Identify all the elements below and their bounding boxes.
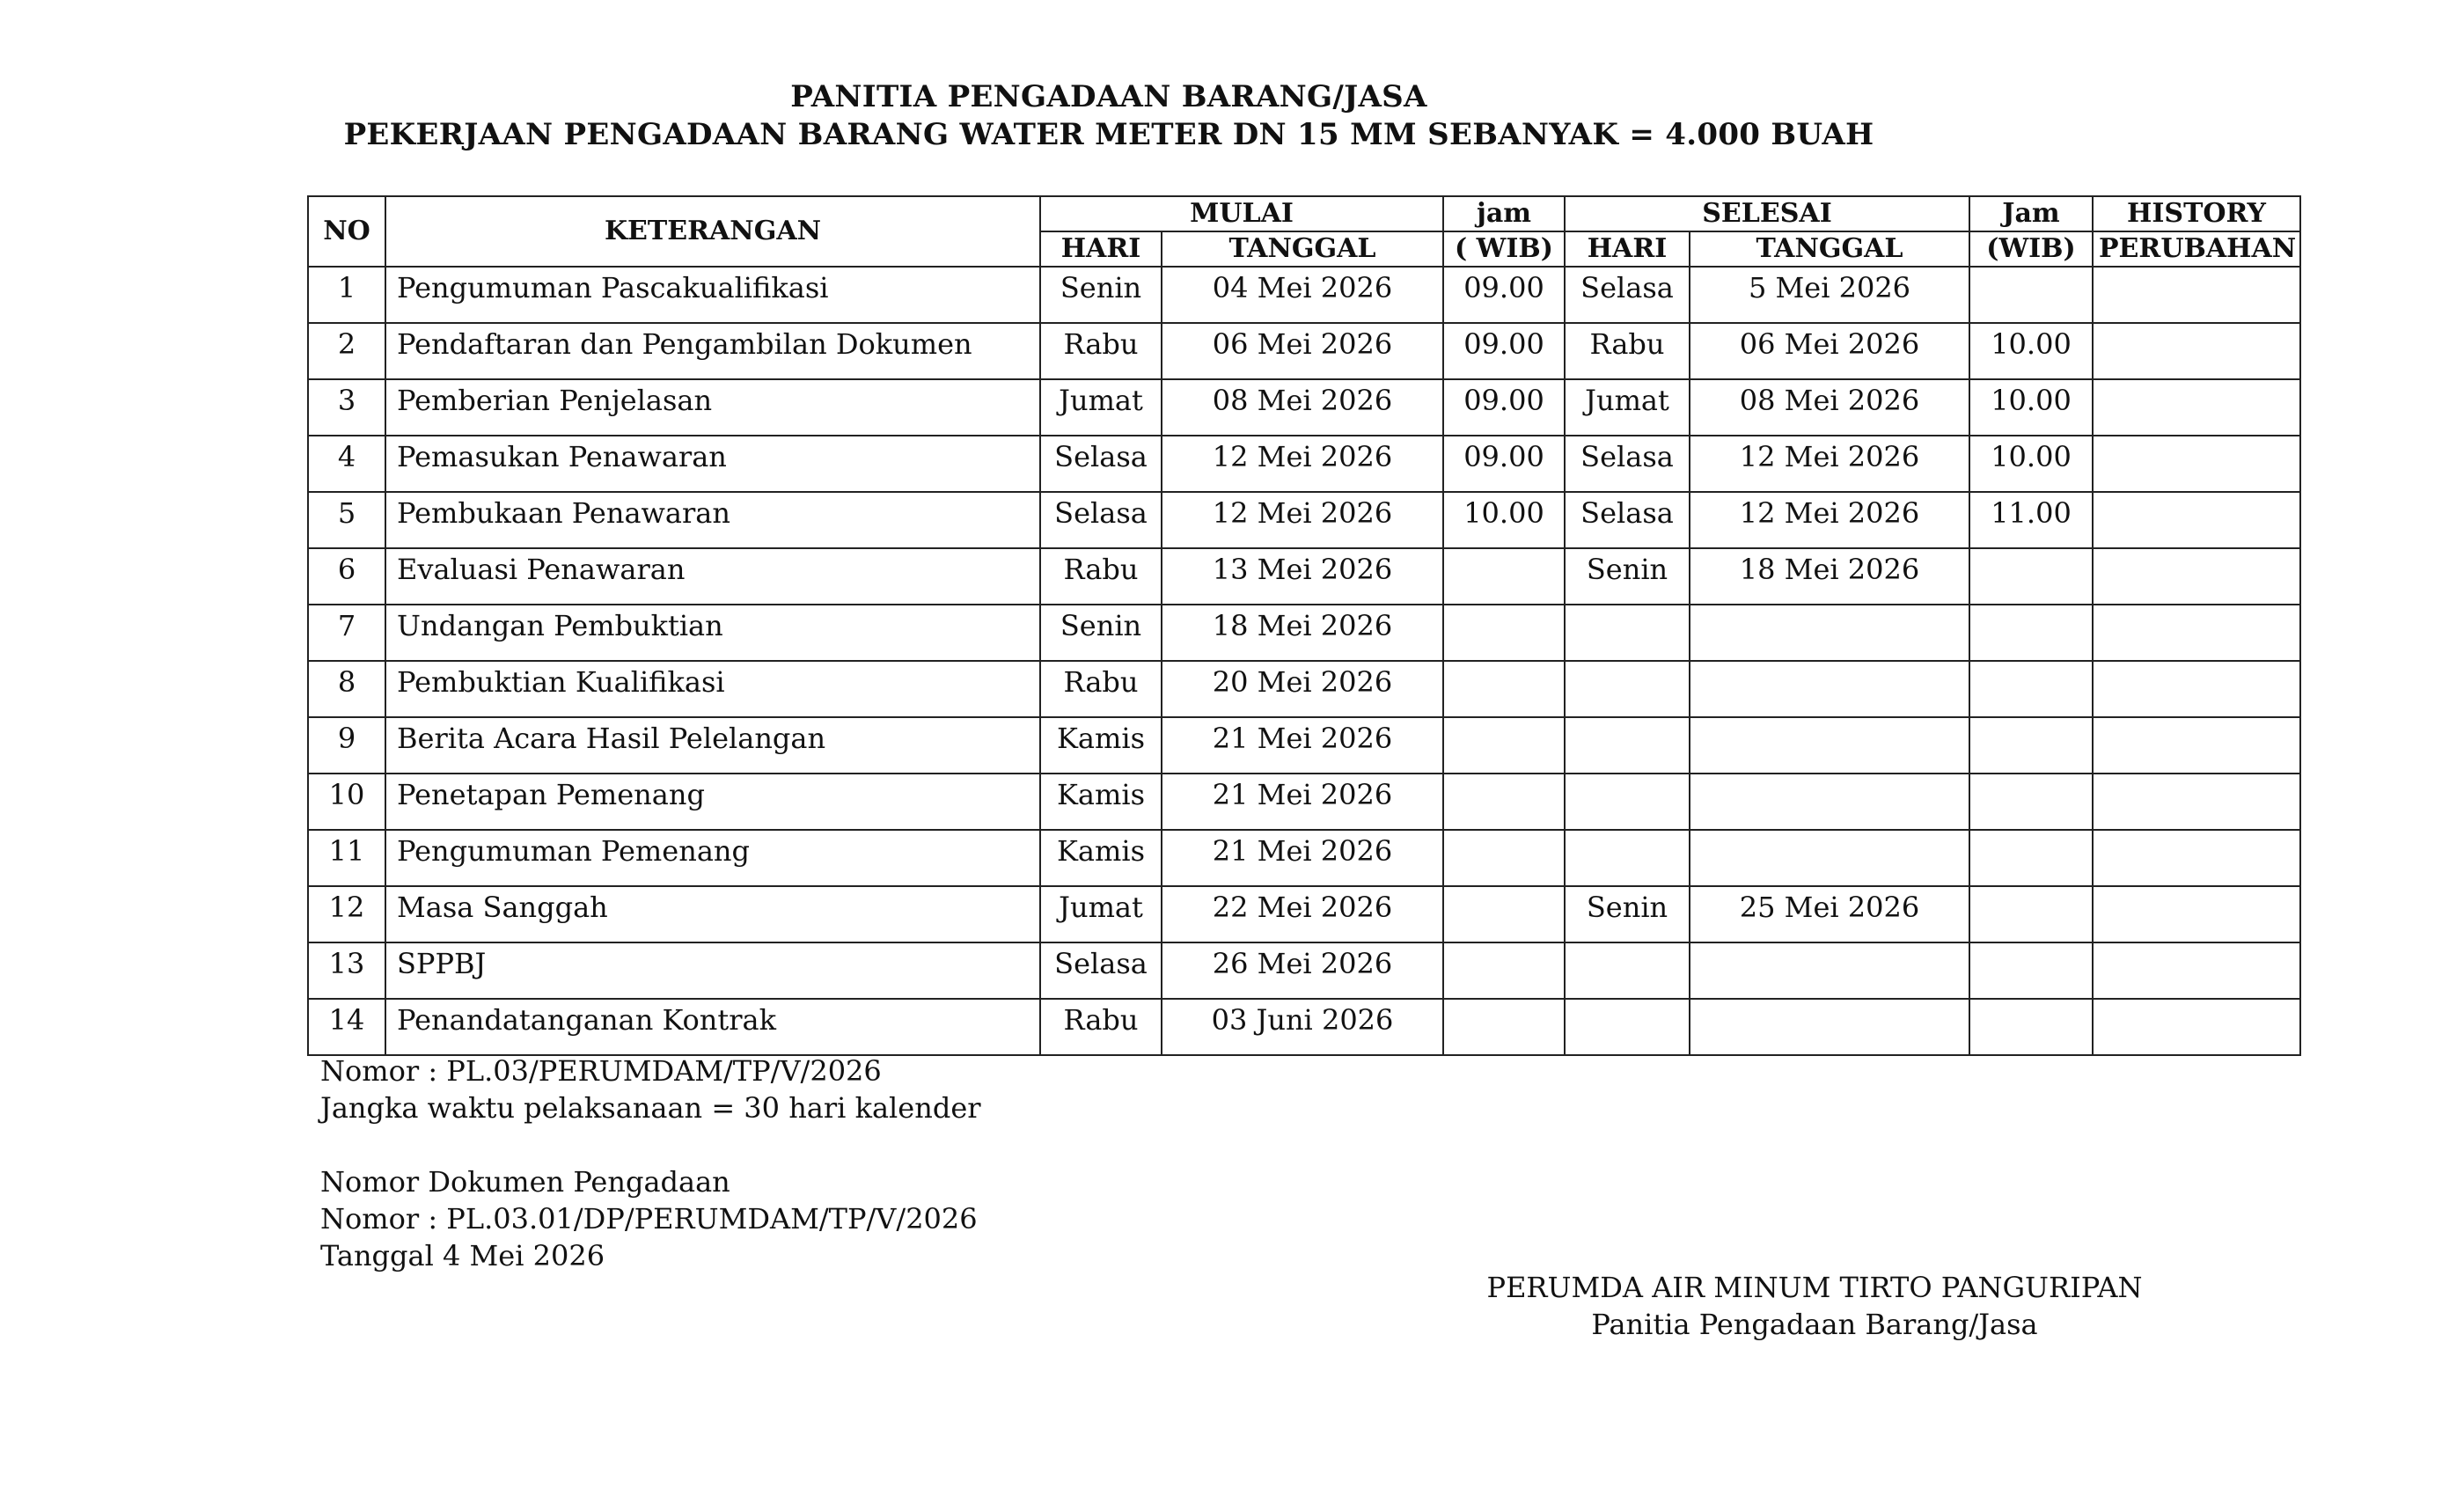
table-row — [308, 661, 2300, 717]
cell-keterangan: Penetapan Pemenang — [385, 774, 1040, 830]
cell-hari: Rabu — [1040, 548, 1162, 605]
table-row — [308, 436, 2300, 492]
cell-no: 9 — [308, 717, 385, 774]
table-row — [308, 267, 2300, 323]
cell-hari: Selasa — [1040, 492, 1162, 548]
cell-tanggal2: 18 Mei 2026 — [1690, 548, 1969, 605]
table-row — [308, 942, 2300, 999]
cell-history — [2093, 548, 2300, 605]
cell-keterangan: Berita Acara Hasil Pelelangan — [385, 717, 1040, 774]
header-jam-top: jam — [1443, 196, 1565, 231]
header-hari: HARI — [1040, 231, 1162, 267]
cell-tanggal2 — [1690, 661, 1969, 717]
cell-no: 12 — [308, 886, 385, 942]
cell-history — [2093, 886, 2300, 942]
cell-history — [2093, 492, 2300, 548]
cell-jam — [1443, 548, 1565, 605]
cell-history — [2093, 605, 2300, 661]
cell-hari: Rabu — [1040, 999, 1162, 1055]
header-jam-bottom: ( WIB) — [1443, 231, 1565, 267]
cell-no: 8 — [308, 661, 385, 717]
document-title: PANITIA PENGADAAN BARANG/JASA — [790, 79, 1427, 114]
cell-history — [2093, 999, 2300, 1055]
cell-tanggal2 — [1690, 774, 1969, 830]
cell-jam: 09.00 — [1443, 267, 1565, 323]
cell-tanggal2 — [1690, 605, 1969, 661]
cell-no: 2 — [308, 323, 385, 379]
header-selesai: SELESAI — [1565, 196, 1969, 231]
cell-tanggal2: 08 Mei 2026 — [1690, 379, 1969, 436]
cell-no: 5 — [308, 492, 385, 548]
cell-hari: Senin — [1040, 605, 1162, 661]
header-no: NO — [308, 196, 385, 267]
header-tanggal: TANGGAL — [1162, 231, 1443, 267]
cell-hari: Kamis — [1040, 717, 1162, 774]
dokumen-title-line: Nomor Dokumen Pengadaan — [320, 1165, 730, 1199]
cell-jam2 — [1969, 267, 2093, 323]
cell-history — [2093, 436, 2300, 492]
cell-jam2 — [1969, 830, 2093, 886]
table-row — [308, 492, 2300, 548]
cell-no: 11 — [308, 830, 385, 886]
cell-jam2 — [1969, 886, 2093, 942]
cell-hari2 — [1565, 830, 1690, 886]
dokumen-nomor-line: Nomor : PL.03.01/DP/PERUMDAM/TP/V/2026 — [320, 1202, 978, 1236]
cell-jam: 09.00 — [1443, 323, 1565, 379]
cell-jam2 — [1969, 605, 2093, 661]
cell-jam2 — [1969, 774, 2093, 830]
header-keterangan: KETERANGAN — [385, 196, 1040, 267]
cell-keterangan: Undangan Pembuktian — [385, 605, 1040, 661]
cell-tanggal2: 06 Mei 2026 — [1690, 323, 1969, 379]
table-row — [308, 999, 2300, 1055]
cell-tanggal: 08 Mei 2026 — [1162, 379, 1443, 436]
cell-no: 3 — [308, 379, 385, 436]
document-subtitle: PEKERJAAN PENGADAAN BARANG WATER METER DN 15 MM SEBANYAK = 4.000 BUAH — [343, 117, 1874, 152]
cell-tanggal: 06 Mei 2026 — [1162, 323, 1443, 379]
cell-keterangan: Masa Sanggah — [385, 886, 1040, 942]
table-row — [308, 548, 2300, 605]
cell-jam: 09.00 — [1443, 379, 1565, 436]
cell-no: 7 — [308, 605, 385, 661]
cell-jam: 10.00 — [1443, 492, 1565, 548]
cell-hari2 — [1565, 661, 1690, 717]
cell-jam2: 11.00 — [1969, 492, 2093, 548]
cell-tanggal: 18 Mei 2026 — [1162, 605, 1443, 661]
cell-no: 4 — [308, 436, 385, 492]
cell-keterangan: Pengumuman Pascakualifikasi — [385, 267, 1040, 323]
cell-keterangan: Pemasukan Penawaran — [385, 436, 1040, 492]
table-row — [308, 830, 2300, 886]
cell-tanggal2: 5 Mei 2026 — [1690, 267, 1969, 323]
cell-hari: Selasa — [1040, 436, 1162, 492]
signature-block — [1419, 1269, 2211, 1343]
header-history-top: HISTORY — [2093, 196, 2300, 231]
header-jam2-bottom: (WIB) — [1969, 231, 2093, 267]
document-reference — [320, 1163, 978, 1274]
cell-jam — [1443, 942, 1565, 999]
cell-jam — [1443, 774, 1565, 830]
cell-tanggal: 21 Mei 2026 — [1162, 774, 1443, 830]
cell-tanggal2 — [1690, 717, 1969, 774]
table-row — [308, 774, 2300, 830]
cell-hari: Senin — [1040, 267, 1162, 323]
cell-history — [2093, 323, 2300, 379]
cell-jam — [1443, 661, 1565, 717]
cell-keterangan: SPPBJ — [385, 942, 1040, 999]
organization-name: PERUMDA AIR MINUM TIRTO PANGURIPAN — [1486, 1271, 2143, 1304]
table-row — [308, 605, 2300, 661]
cell-hari2 — [1565, 942, 1690, 999]
cell-tanggal: 13 Mei 2026 — [1162, 548, 1443, 605]
cell-jam2 — [1969, 942, 2093, 999]
cell-jam — [1443, 999, 1565, 1055]
cell-hari2 — [1565, 605, 1690, 661]
cell-hari2 — [1565, 774, 1690, 830]
cell-jam2 — [1969, 717, 2093, 774]
cell-jam: 09.00 — [1443, 436, 1565, 492]
header-mulai: MULAI — [1040, 196, 1443, 231]
cell-hari2: Senin — [1565, 548, 1690, 605]
table-row — [308, 379, 2300, 436]
cell-jam — [1443, 886, 1565, 942]
cell-hari: Rabu — [1040, 323, 1162, 379]
schedule-table — [307, 195, 2301, 1056]
cell-tanggal: 21 Mei 2026 — [1162, 717, 1443, 774]
committee-name: Panitia Pengadaan Barang/Jasa — [1591, 1308, 2038, 1341]
cell-jam2: 10.00 — [1969, 379, 2093, 436]
cell-keterangan: Pengumuman Pemenang — [385, 830, 1040, 886]
table-row — [308, 323, 2300, 379]
cell-jam2: 10.00 — [1969, 436, 2093, 492]
cell-hari: Kamis — [1040, 774, 1162, 830]
cell-keterangan: Penandatanganan Kontrak — [385, 999, 1040, 1055]
cell-keterangan: Pembuktian Kualifikasi — [385, 661, 1040, 717]
header-hari2: HARI — [1565, 231, 1690, 267]
cell-hari: Kamis — [1040, 830, 1162, 886]
cell-jam2 — [1969, 548, 2093, 605]
cell-jam2 — [1969, 661, 2093, 717]
cell-hari2: Senin — [1565, 886, 1690, 942]
jangka-waktu-line: Jangka waktu pelaksanaan = 30 hari kalender — [320, 1091, 981, 1125]
table-row — [308, 886, 2300, 942]
cell-tanggal2 — [1690, 999, 1969, 1055]
cell-hari: Jumat — [1040, 886, 1162, 942]
cell-tanggal2: 25 Mei 2026 — [1690, 886, 1969, 942]
cell-tanggal2 — [1690, 830, 1969, 886]
cell-no: 10 — [308, 774, 385, 830]
cell-no: 1 — [308, 267, 385, 323]
cell-tanggal: 26 Mei 2026 — [1162, 942, 1443, 999]
cell-tanggal2: 12 Mei 2026 — [1690, 436, 1969, 492]
cell-jam2 — [1969, 999, 2093, 1055]
cell-history — [2093, 830, 2300, 886]
cell-hari: Rabu — [1040, 661, 1162, 717]
cell-tanggal2 — [1690, 942, 1969, 999]
header-row-1 — [308, 196, 2300, 231]
cell-history — [2093, 267, 2300, 323]
cell-no: 6 — [308, 548, 385, 605]
cell-hari: Jumat — [1040, 379, 1162, 436]
cell-hari2: Selasa — [1565, 436, 1690, 492]
cell-jam — [1443, 830, 1565, 886]
nomor-line: Nomor : PL.03/PERUMDAM/TP/V/2026 — [320, 1054, 882, 1088]
cell-keterangan: Evaluasi Penawaran — [385, 548, 1040, 605]
cell-keterangan: Pemberian Penjelasan — [385, 379, 1040, 436]
cell-tanggal: 12 Mei 2026 — [1162, 436, 1443, 492]
cell-tanggal2: 12 Mei 2026 — [1690, 492, 1969, 548]
document-numbers — [320, 1052, 981, 1126]
cell-hari2 — [1565, 717, 1690, 774]
cell-tanggal: 21 Mei 2026 — [1162, 830, 1443, 886]
cell-hari2: Jumat — [1565, 379, 1690, 436]
cell-hari: Selasa — [1040, 942, 1162, 999]
cell-jam — [1443, 605, 1565, 661]
cell-jam — [1443, 717, 1565, 774]
tanggal-line: Tanggal 4 Mei 2026 — [320, 1239, 605, 1272]
cell-history — [2093, 942, 2300, 999]
cell-tanggal: 20 Mei 2026 — [1162, 661, 1443, 717]
cell-tanggal: 22 Mei 2026 — [1162, 886, 1443, 942]
cell-hari2: Rabu — [1565, 323, 1690, 379]
cell-history — [2093, 661, 2300, 717]
header-history-bottom: PERUBAHAN — [2093, 231, 2300, 267]
header-tanggal2: TANGGAL — [1690, 231, 1969, 267]
cell-history — [2093, 379, 2300, 436]
cell-tanggal: 12 Mei 2026 — [1162, 492, 1443, 548]
cell-tanggal: 04 Mei 2026 — [1162, 267, 1443, 323]
cell-history — [2093, 774, 2300, 830]
cell-jam2: 10.00 — [1969, 323, 2093, 379]
cell-hari2: Selasa — [1565, 267, 1690, 323]
cell-no: 14 — [308, 999, 385, 1055]
cell-no: 13 — [308, 942, 385, 999]
cell-tanggal: 03 Juni 2026 — [1162, 999, 1443, 1055]
header-jam2-top: Jam — [1969, 196, 2093, 231]
table-row — [308, 717, 2300, 774]
cell-history — [2093, 717, 2300, 774]
cell-hari2: Selasa — [1565, 492, 1690, 548]
cell-keterangan: Pembukaan Penawaran — [385, 492, 1040, 548]
cell-keterangan: Pendaftaran dan Pengambilan Dokumen — [385, 323, 1040, 379]
cell-hari2 — [1565, 999, 1690, 1055]
